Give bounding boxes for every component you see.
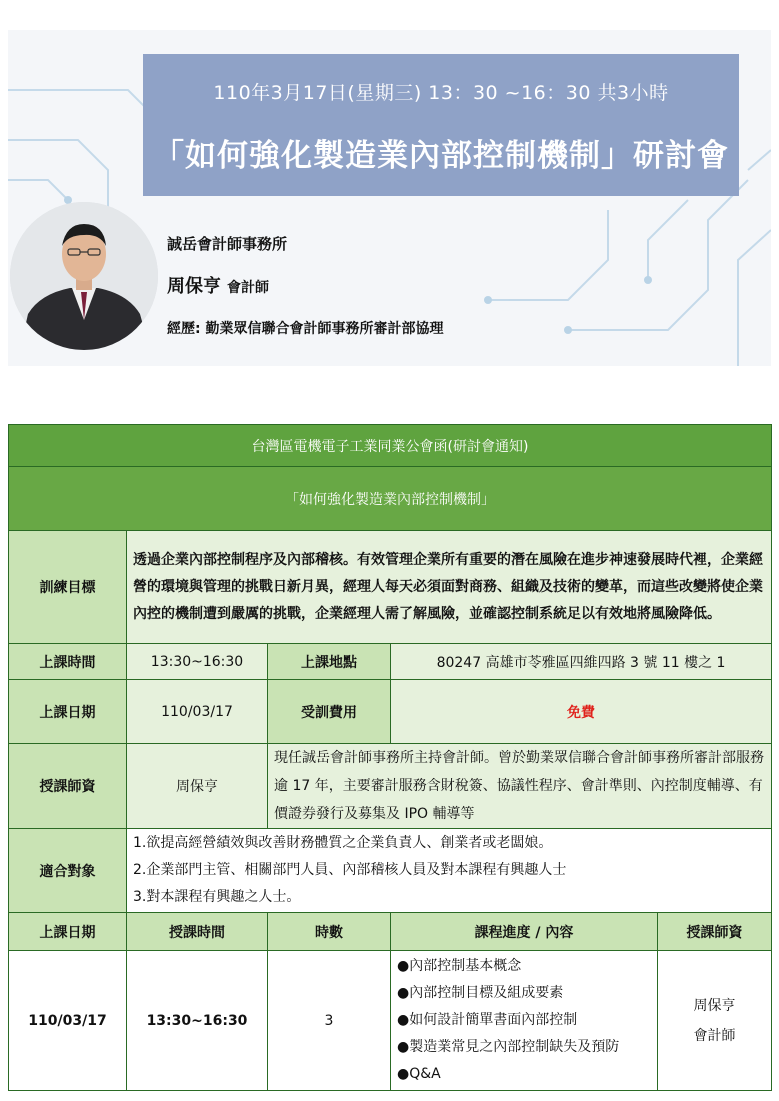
seminar-banner xyxy=(8,30,771,366)
teacher-name: 周保亨 xyxy=(127,744,268,829)
date-label: 上課日期 xyxy=(9,680,127,744)
time-value: 13:30~16:30 xyxy=(127,644,268,680)
schedule-teacher-name: 周保亨 xyxy=(693,997,736,1014)
schedule-header-time: 授課時間 xyxy=(127,913,268,951)
date-value: 110/03/17 xyxy=(127,680,268,744)
seminar-info-table xyxy=(8,424,772,1091)
topic-item: ●如何設計簡單書面內部控制 xyxy=(397,1012,578,1028)
goal-row xyxy=(9,531,772,644)
time-place-row xyxy=(9,644,772,680)
goal-label: 訓練目標 xyxy=(9,531,127,644)
fee-value: 免費 xyxy=(391,680,772,744)
speaker-photo xyxy=(10,202,158,350)
target-item: 3.對本課程有興趣之人士。 xyxy=(133,889,301,905)
schedule-hours: 3 xyxy=(268,951,391,1091)
place-value: 80247 高雄市苓雅區四維四路 3 號 11 樓之 1 xyxy=(391,644,772,680)
title-box xyxy=(143,54,739,196)
time-label: 上課時間 xyxy=(9,644,127,680)
date-fee-row xyxy=(9,680,772,744)
target-row xyxy=(9,829,772,913)
schedule-date: 110/03/17 xyxy=(9,951,127,1091)
schedule-teacher-role: 會計師 xyxy=(693,1027,736,1044)
schedule-header-teacher: 授課師資 xyxy=(658,913,772,951)
topic-item: ●內部控制基本概念 xyxy=(397,958,522,974)
speaker-experience: 經歷: 勤業眾信聯合會計師事務所審計部協理 xyxy=(167,321,444,337)
notice-header: 台灣區電機電子工業同業公會函(研討會通知) xyxy=(9,425,772,467)
topic-item: ●內部控制目標及組成要素 xyxy=(397,985,564,1001)
topic-item: ●Q&A xyxy=(397,1066,441,1082)
schedule-topics xyxy=(391,951,658,1091)
target-item: 2.企業部門主管、相關部門人員、內部稽核人員及對本課程有興趣人士 xyxy=(133,862,567,878)
goal-text: 透過企業內部控制程序及內部稽核。有效管理企業所有重要的潛在風險在進步神速發展時代裡，企業經營的環境與管理的挑戰日新月異，經理人每天必須面對商務、組織及技術的變革，而這些改變將使企業內控的機制遭到嚴厲的挑戰，企業經理人需了解風險，並確認控制系統足以有效地將風險降低。 xyxy=(127,531,772,644)
schedule-header-row xyxy=(9,913,772,951)
speaker-name: 周保亨 xyxy=(167,276,221,297)
teacher-label: 授課師資 xyxy=(9,744,127,829)
target-label: 適合對象 xyxy=(9,829,127,913)
notice-header-row xyxy=(9,425,772,467)
notice-subtitle-row xyxy=(9,467,772,531)
teacher-row xyxy=(9,744,772,829)
topic-item: ●製造業常見之內部控制缺失及預防 xyxy=(397,1039,620,1055)
target-item: 1.欲提高經營績效與改善財務體質之企業負責人、創業者或老闆娘。 xyxy=(133,835,553,851)
schedule-header-hours: 時數 xyxy=(268,913,391,951)
fee-label: 受訓費用 xyxy=(268,680,391,744)
schedule-teacher xyxy=(658,951,772,1091)
schedule-time: 13:30~16:30 xyxy=(127,951,268,1091)
speaker-name-line xyxy=(167,272,269,298)
place-label: 上課地點 xyxy=(268,644,391,680)
speaker-firm: 誠岳會計師事務所 xyxy=(167,235,288,253)
teacher-bio: 現任誠岳會計師事務所主持會計師。曾於勤業眾信聯合會計師事務所審計部服務逾 17 年，主要審計服務含財稅簽、協議性程序、會計準則、內控制度輔導、有價證券發行及募集及 IPO 輔導等 xyxy=(268,744,772,829)
speaker-role: 會計師 xyxy=(227,280,269,296)
schedule-header-content: 課程進度 / 內容 xyxy=(391,913,658,951)
notice-subtitle: 「如何強化製造業內部控制機制」 xyxy=(9,467,772,531)
schedule-header-date: 上課日期 xyxy=(9,913,127,951)
target-list xyxy=(127,829,772,913)
seminar-title: 「如何強化製造業內部控制機制」研討會 xyxy=(153,138,729,174)
seminar-datetime: 110年3月17日(星期三) 13：30 ~16：30 共3小時 xyxy=(213,82,669,104)
schedule-row xyxy=(9,951,772,1091)
